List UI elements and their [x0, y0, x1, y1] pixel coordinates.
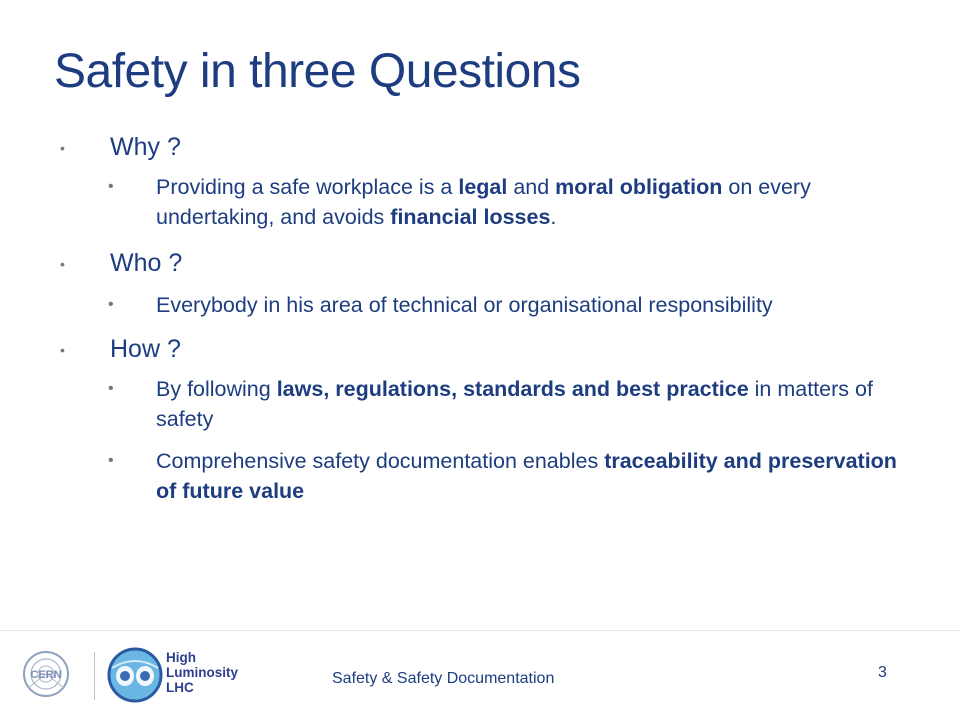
emphasis-text: moral obligation — [555, 175, 723, 199]
bullet-icon: • — [60, 256, 65, 272]
emphasis-text: legal — [458, 175, 508, 199]
bullet-icon: • — [60, 342, 65, 358]
text-run: By following — [156, 377, 277, 401]
text-run: Providing a safe workplace is a — [156, 175, 459, 199]
question-why — [60, 132, 920, 162]
text-run: Everybody in his area of technical or organisational responsibility — [156, 293, 773, 317]
text-run: Comprehensive safety documentation enables — [156, 449, 605, 473]
emphasis-text: laws, regulations, standards and best practice — [276, 377, 749, 401]
hilumi-logo-text — [166, 650, 238, 695]
emphasis-text: financial losses — [390, 205, 551, 229]
text-run: and — [507, 175, 556, 199]
hilumi-line-3: LHC — [166, 680, 194, 695]
hilumi-line-2: Luminosity — [166, 665, 239, 680]
question-who — [60, 248, 920, 278]
text-run: on every undertaking, and avoids — [156, 175, 811, 229]
question-label: How ? — [110, 335, 181, 363]
hilumi-line-1: High — [166, 650, 196, 665]
answer-how-1 — [108, 374, 920, 434]
bullet-icon: • — [60, 140, 65, 156]
cern-logo-icon — [20, 648, 72, 700]
footer-divider — [0, 630, 960, 631]
answer-who — [108, 290, 920, 320]
question-how — [60, 334, 920, 364]
emphasis-text: traceability and preservation of future value — [156, 449, 897, 503]
text-run: . — [550, 205, 557, 229]
slide-title: Safety in three Questions — [54, 45, 581, 98]
hilumi-logo-icon — [106, 646, 164, 704]
question-label: Who ? — [110, 249, 183, 277]
answer-text — [156, 377, 873, 431]
answer-text — [156, 175, 811, 229]
answer-text — [156, 449, 897, 503]
answer-why — [108, 172, 920, 232]
answer-text — [156, 293, 773, 317]
cern-logo-text: CERN — [30, 669, 62, 681]
bullet-icon: • — [108, 380, 114, 397]
page-number: 3 — [878, 664, 887, 681]
logo-separator — [94, 652, 95, 700]
text-run: in matters of safety — [156, 377, 873, 431]
question-label: Why ? — [110, 133, 181, 161]
answer-how-2 — [108, 446, 920, 506]
bullet-icon: • — [108, 296, 114, 313]
bullet-icon: • — [108, 178, 114, 195]
footer-title: Safety & Safety Documentation — [332, 670, 555, 687]
bullet-icon: • — [108, 452, 114, 469]
slide-content — [60, 132, 920, 506]
